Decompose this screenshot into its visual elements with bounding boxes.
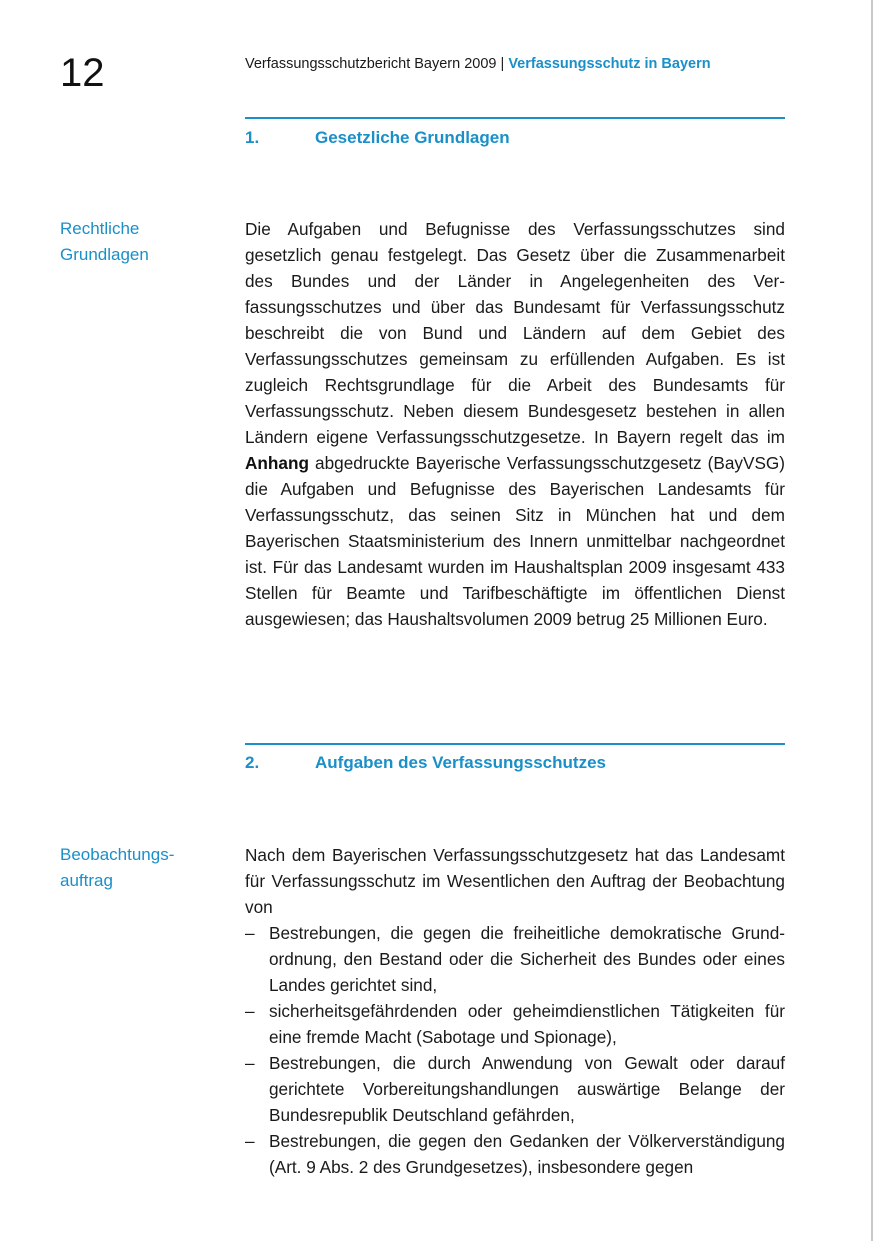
list-item: – Bestrebungen, die gegen die freiheitliche demokratische Grundordnung, den Bestand oder die Sicherheit des Bundes oder eines Landes gerichtet sind, [245,920,785,998]
section-2-rule [245,743,785,745]
section-1-paragraph [245,216,785,632]
page-number: 12 [60,51,105,95]
page-edge-line [871,0,873,1241]
running-title: Verfassungsschutzbericht Bayern 2009 | [245,56,505,72]
observation-list [245,920,785,1180]
section-2-number: 2. [245,753,260,772]
margin-note-line: Rechtliche [60,219,140,238]
margin-note-beobachtungsauftrag [60,842,220,894]
margin-note-line: Beobachtungs- [60,845,175,864]
section-1-title: Gesetzliche Grundlagen [315,128,510,147]
paragraph-text: Die Aufgaben und Befugnisse des Verfassungsschutzes sind gesetzlich genau festgelegt. Das Gesetz über die Zusammenarbeit des Bundes und der Länder in Angelegenheiten des Verfassungsschutzes und über das Bundesamt für Verfassungsschutz beschreibt die von Bund und Ländern auf dem Gebiet des Verfassungsschutzes gemeinsam zu erfüllenden Aufgaben. Es ist zugleich Rechtsgrundlage für die Arbeit des Bundesamts für Verfassungsschutz. Neben diesem Bundesgesetz bestehen in allen Ländern eigene Verfassungsschutzgesetze. In Bayern regelt das im [245,219,785,447]
section-2-intro: Nach dem Bayerischen Verfassungsschutzgesetz hat das Landesamt für Verfassungsschutz im Wesentlichen den Auftrag der Beobachtung von [245,845,785,917]
margin-note-line: auftrag [60,871,113,890]
section-2-heading [245,752,785,774]
running-section: Verfassungsschutz in Bayern [508,56,711,72]
section-1-number: 1. [245,128,260,147]
list-item: – Bestrebungen, die gegen den Gedanken der Völkerverständigung (Art. 9 Abs. 2 des Grundgesetzes), insbesondere gegen [245,1128,785,1180]
section-2-body [245,842,785,1180]
margin-note-rechtliche-grundlagen [60,216,220,268]
list-item: – Bestrebungen, die durch Anwendung von Gewalt oder darauf gerichtete Vorbereitungshandlungen auswärtige Belange der Bundesrepublik Deutschland gefährden, [245,1050,785,1128]
section-1-rule [245,117,785,119]
section-2-title: Aufgaben des Verfassungsschutzes [315,753,606,772]
section-1-heading [245,127,785,149]
running-header [245,55,711,73]
list-item: – sicherheitsgefährdenden oder geheimdienstlichen Tätigkeiten für eine fremde Macht (Sabotage und Spionage), [245,998,785,1050]
anhang-emphasis: Anhang [245,453,309,473]
paragraph-text: abgedruckte Bayerische Verfassungsschutzgesetz (BayVSG) die Aufgaben und Befugnisse des Bayerischen Landesamts für Verfassungsschutz, das seinen Sitz in München hat und dem Bayerischen Staatsministerium des Innern unmittelbar nachgeordnet ist. Für das Landesamt wurden im Haushaltsplan 2009 insgesamt 433 Stellen für Beamte und Tarifbeschäftigte im öffentlichen Dienst ausgewiesen; das Haushaltsvolumen 2009 betrug 25 Millionen Euro. [245,453,785,629]
margin-note-line: Grundlagen [60,245,149,264]
